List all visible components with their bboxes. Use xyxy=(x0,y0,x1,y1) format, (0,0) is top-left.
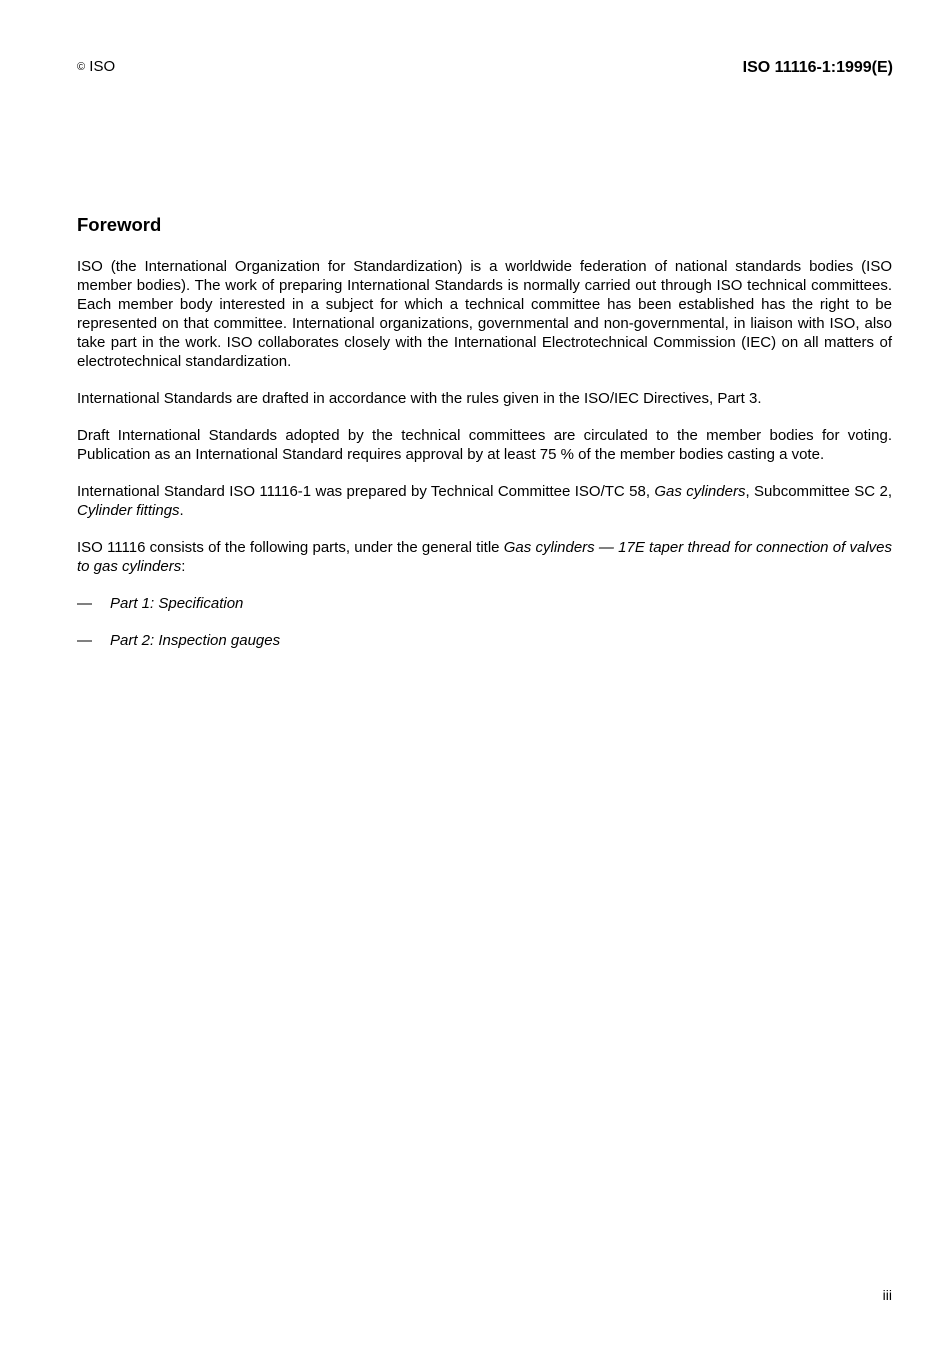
committee-text-c: . xyxy=(179,502,184,519)
committee-name: Gas cylinders xyxy=(654,483,746,500)
committee-text-a: International Standard ISO 11116-1 was prepared by Technical Committee ISO/TC 58, xyxy=(77,483,655,500)
subcommittee-name: Cylinder fittings xyxy=(77,502,180,519)
parts-intro-text: ISO 11116 consists of the following parts, under the general title xyxy=(77,539,504,556)
copyright-notice xyxy=(77,58,115,76)
foreword-body xyxy=(77,257,892,668)
list-dash: — xyxy=(77,595,92,612)
part-2-label: Part 2: Inspection gauges xyxy=(110,632,281,649)
list-dash: — xyxy=(77,632,92,649)
page-number: iii xyxy=(882,1287,892,1303)
copyright-owner: ISO xyxy=(89,58,116,75)
list-item xyxy=(77,594,892,613)
document-identifier: ISO 11116-1:1999(E) xyxy=(742,59,893,76)
paragraph-drafting-rules: International Standards are drafted in accordance with the rules given in the ISO/IEC Directives, Part 3. xyxy=(77,390,762,407)
general-title: Gas cylinders — 17E taper thread for connection of valves to gas cylinders xyxy=(77,539,892,575)
copyright-symbol: © xyxy=(77,61,86,73)
part-1-label: Part 1: Specification xyxy=(110,595,244,612)
parts-intro-colon: : xyxy=(181,558,186,575)
list-item xyxy=(77,631,892,650)
committee-text-b: , Subcommittee SC 2, xyxy=(745,483,892,500)
paragraph-approval: Draft International Standards adopted by the technical committees are circulated to the member bodies for voting. Publication as an International Standard requires approval by at least 75 % of the member bodies casting a vote. xyxy=(77,427,892,463)
paragraph-parts-intro xyxy=(77,538,892,576)
paragraph-iso-description: ISO (the International Organization for Standardization) is a worldwide federation of national standards bodies (ISO member bodies). The work of preparing International Standards is normally carried out through ISO technical committees. Each member body interested in a subject for which a technical committee has been established has the right to be represented on that committee. International organizations, governmental and non-governmental, in liaison with ISO, also take part in the work. ISO collaborates closely with the International Electrotechnical Commission (IEC) on all matters of electrotechnical standardization. xyxy=(77,258,892,370)
paragraph-committee xyxy=(77,482,892,520)
page-title: Foreword xyxy=(77,214,162,235)
